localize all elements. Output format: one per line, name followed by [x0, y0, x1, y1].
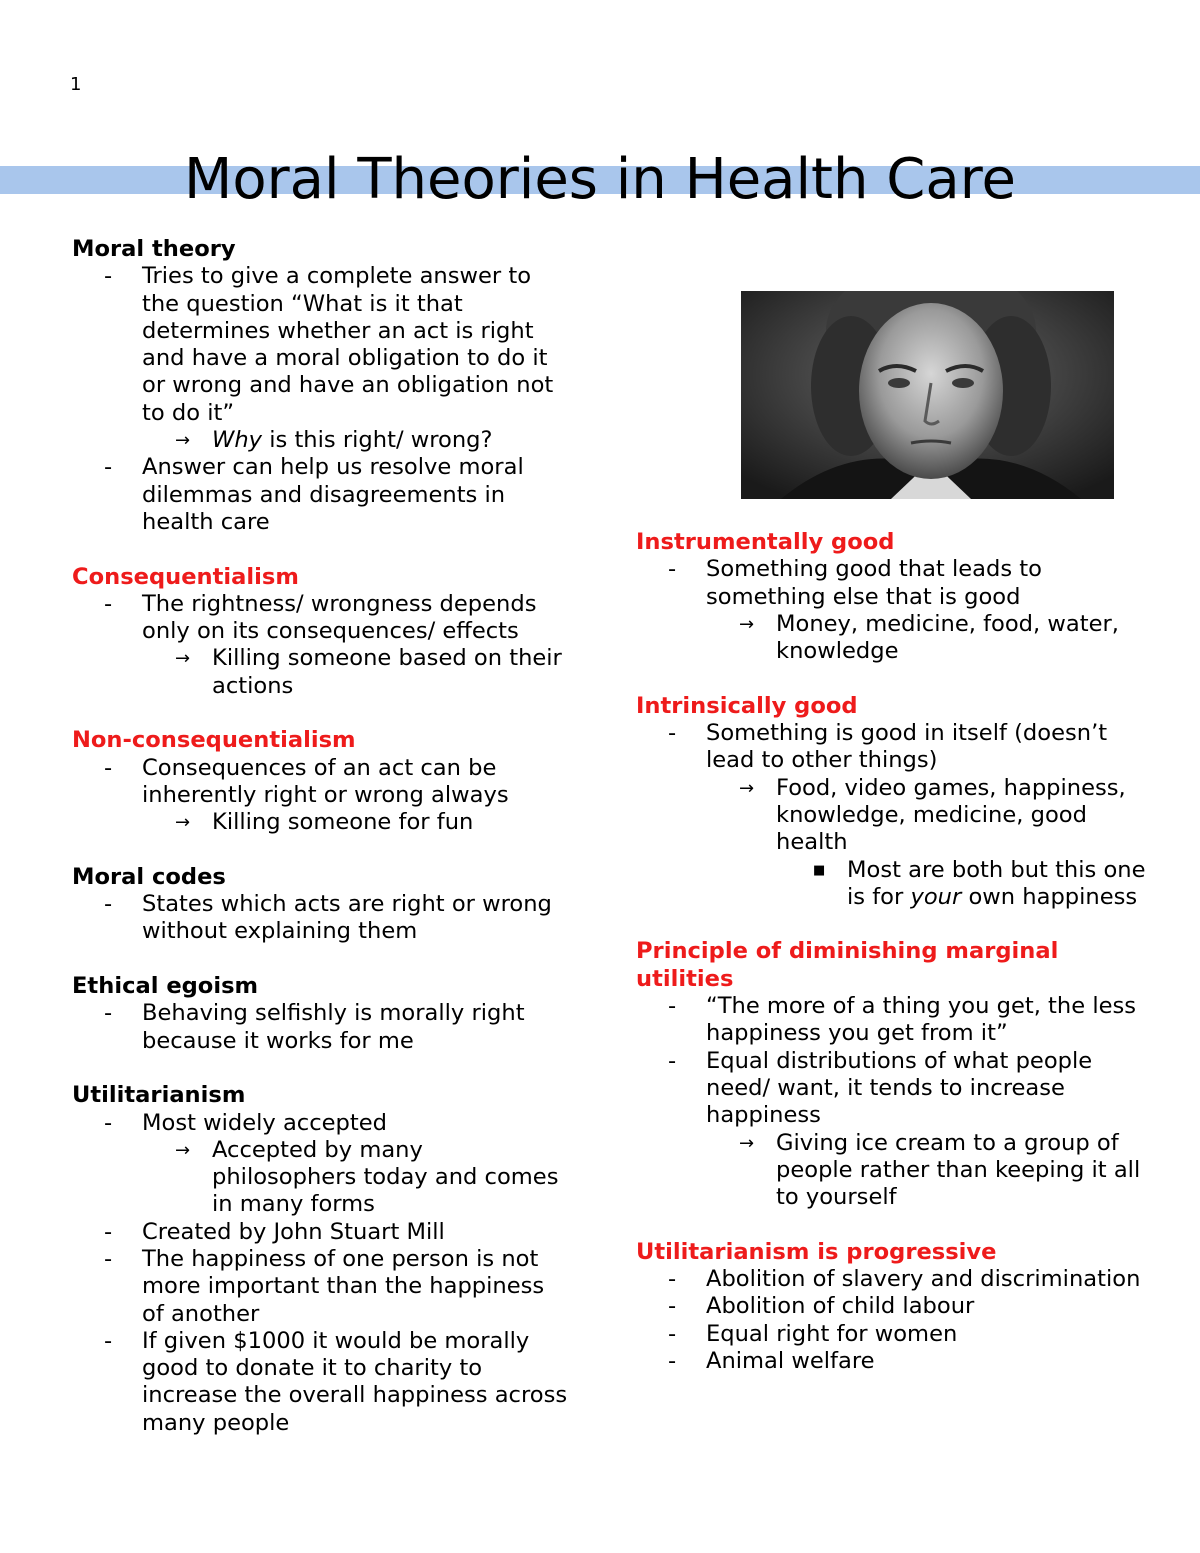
arrow-icon: →: [175, 1139, 191, 1161]
list-item: [72, 591, 572, 646]
portrait-illustration: [741, 291, 1114, 499]
list-item-text: Answer can help us resolve moral dilemmas and disagreements in health care: [142, 454, 524, 535]
list-item: [72, 755, 572, 810]
list-item: [636, 1293, 1156, 1320]
dash-bullet: -: [104, 1327, 113, 1354]
list-item-text: If given $1000 it would be morally good to donate it to charity to increase the overall happiness across many people: [142, 1327, 568, 1436]
section-instrumentally-good: [636, 529, 1156, 665]
arrow-icon: →: [175, 648, 191, 670]
dash-bullet: -: [104, 891, 113, 918]
list-item: [72, 1110, 572, 1137]
dash-bullet: -: [104, 1245, 113, 1272]
section-heading: Utilitarianism is progressive: [636, 1238, 997, 1265]
list-item-text: Behaving selfishly is morally right because it works for me: [142, 1000, 525, 1054]
sub-item: [72, 1137, 572, 1219]
emphasis-text: your: [910, 883, 962, 910]
list-item: [72, 263, 572, 427]
sub-item-text: Accepted by many philosophers today and comes in many forms: [212, 1136, 559, 1218]
page-number: 1: [70, 74, 82, 95]
list-item-text: The rightness/ wrongness depends only on its consequences/ effects: [142, 590, 537, 645]
left-column: [72, 236, 572, 1464]
dash-bullet: -: [668, 1047, 677, 1074]
list-item: [72, 1246, 572, 1328]
sub-item-text: Killing someone for fun: [212, 809, 474, 836]
section-moral-theory: [72, 236, 572, 536]
section-heading: Principle of diminishing marginal utilities: [636, 938, 1059, 992]
list-item: [636, 720, 1156, 775]
dash-bullet: -: [668, 1266, 677, 1293]
dash-bullet: -: [104, 1000, 113, 1027]
section-ethical-egoism: [72, 973, 572, 1055]
section-utilitarianism-progressive: [636, 1239, 1156, 1375]
list-item: [72, 891, 572, 946]
list-item-text: “The more of a thing you get, the less happiness you get from it”: [706, 993, 1137, 1047]
list-item-text: Abolition of slavery and discrimination: [706, 1266, 1141, 1293]
list-item: [636, 1348, 1156, 1375]
square-bullet-icon: ■: [813, 862, 826, 878]
arrow-icon: →: [739, 1132, 755, 1154]
list-item: [72, 1000, 572, 1055]
sub-item-text: Killing someone based on their actions: [212, 645, 562, 699]
sub-item: [636, 775, 1156, 857]
dash-bullet: -: [104, 263, 113, 290]
section-moral-codes: [72, 864, 572, 946]
dash-bullet: -: [668, 556, 677, 583]
list-item-text: Something is good in itself (doesn’t lead to other things): [706, 720, 1108, 774]
arrow-icon: →: [175, 812, 191, 834]
section-non-consequentialism: [72, 727, 572, 836]
list-item-text: Created by John Stuart Mill: [142, 1218, 445, 1245]
emphasis-text: Why: [212, 427, 263, 454]
list-item-text: Equal right for women: [706, 1320, 958, 1347]
list-item-text: States which acts are right or wrong without explaining them: [142, 891, 552, 945]
section-heading: Moral codes: [72, 863, 226, 890]
dash-bullet: -: [104, 1109, 113, 1136]
list-item: [636, 1266, 1156, 1293]
sub-item: [72, 427, 572, 454]
dash-bullet: -: [104, 454, 113, 481]
list-item: [72, 454, 572, 536]
section-utilitarianism: [72, 1082, 572, 1437]
arrow-icon: →: [175, 430, 191, 452]
dash-bullet: -: [668, 993, 677, 1020]
sub-item-text: Food, video games, happiness, knowledge, medicine, good health: [776, 774, 1126, 856]
section-heading: Instrumentally good: [636, 529, 895, 555]
section-heading: Utilitarianism: [72, 1082, 246, 1109]
section-heading: Intrinsically good: [636, 692, 858, 719]
list-item-text: The happiness of one person is not more important than the happiness of another: [142, 1245, 545, 1327]
list-item: [636, 556, 1156, 611]
list-item-text: Animal welfare: [706, 1347, 875, 1374]
sub-item: [636, 1130, 1156, 1212]
dash-bullet: -: [104, 590, 113, 617]
page-title: Moral Theories in Health Care: [184, 147, 1016, 212]
section-intrinsically-good: [636, 693, 1156, 911]
list-item-text: Abolition of child labour: [706, 1293, 975, 1320]
sub-sub-item: [636, 857, 1156, 912]
sub-item: [72, 809, 572, 836]
section-consequentialism: [72, 564, 572, 700]
sub-item: [72, 645, 572, 700]
section-heading: Non-consequentialism: [72, 727, 356, 754]
list-item-text: Something good that leads to something else that is good: [706, 556, 1042, 610]
dash-bullet: -: [668, 1293, 677, 1320]
section-heading: Ethical egoism: [72, 973, 259, 1000]
list-item: [636, 1048, 1156, 1130]
sub-item-text: Giving ice cream to a group of people rather than keeping it all to yourself: [776, 1129, 1141, 1211]
title-clip: [0, 130, 1200, 235]
list-item-text: Most widely accepted: [142, 1109, 387, 1136]
list-item-text: Consequences of an act can be inherently right or wrong always: [142, 754, 509, 808]
section-diminishing-marginal-utilities: [636, 938, 1156, 1211]
right-column: [636, 529, 1156, 1403]
list-item-text: Tries to give a complete answer to the question “What is it that determines whether an act is right and have a moral obligation to do it or wrong and have an obligation not to do it”: [142, 263, 554, 426]
list-item: [72, 1328, 572, 1437]
dash-bullet: -: [668, 1347, 677, 1374]
section-heading: Consequentialism: [72, 563, 299, 590]
list-item: [636, 993, 1156, 1048]
list-item: [636, 1321, 1156, 1348]
list-item-text: Equal distributions of what people need/ want, it tends to increase happiness: [706, 1047, 1093, 1129]
arrow-icon: →: [739, 613, 755, 635]
dash-bullet: -: [668, 1320, 677, 1347]
dash-bullet: -: [104, 1218, 113, 1245]
sub-sub-item-text: Most are both but this one is for: [847, 856, 1146, 910]
sub-item-text: Money, medicine, food, water, knowledge: [776, 610, 1119, 665]
section-heading: Moral theory: [72, 236, 236, 262]
arrow-icon: →: [739, 777, 755, 799]
sub-item-text: is this right/ wrong?: [262, 427, 493, 454]
sub-sub-item-text: own happiness: [961, 883, 1138, 910]
dash-bullet: -: [668, 720, 677, 747]
sub-item: [636, 611, 1156, 666]
portrait-photo: [741, 291, 1114, 499]
list-item: [72, 1219, 572, 1246]
dash-bullet: -: [104, 754, 113, 781]
